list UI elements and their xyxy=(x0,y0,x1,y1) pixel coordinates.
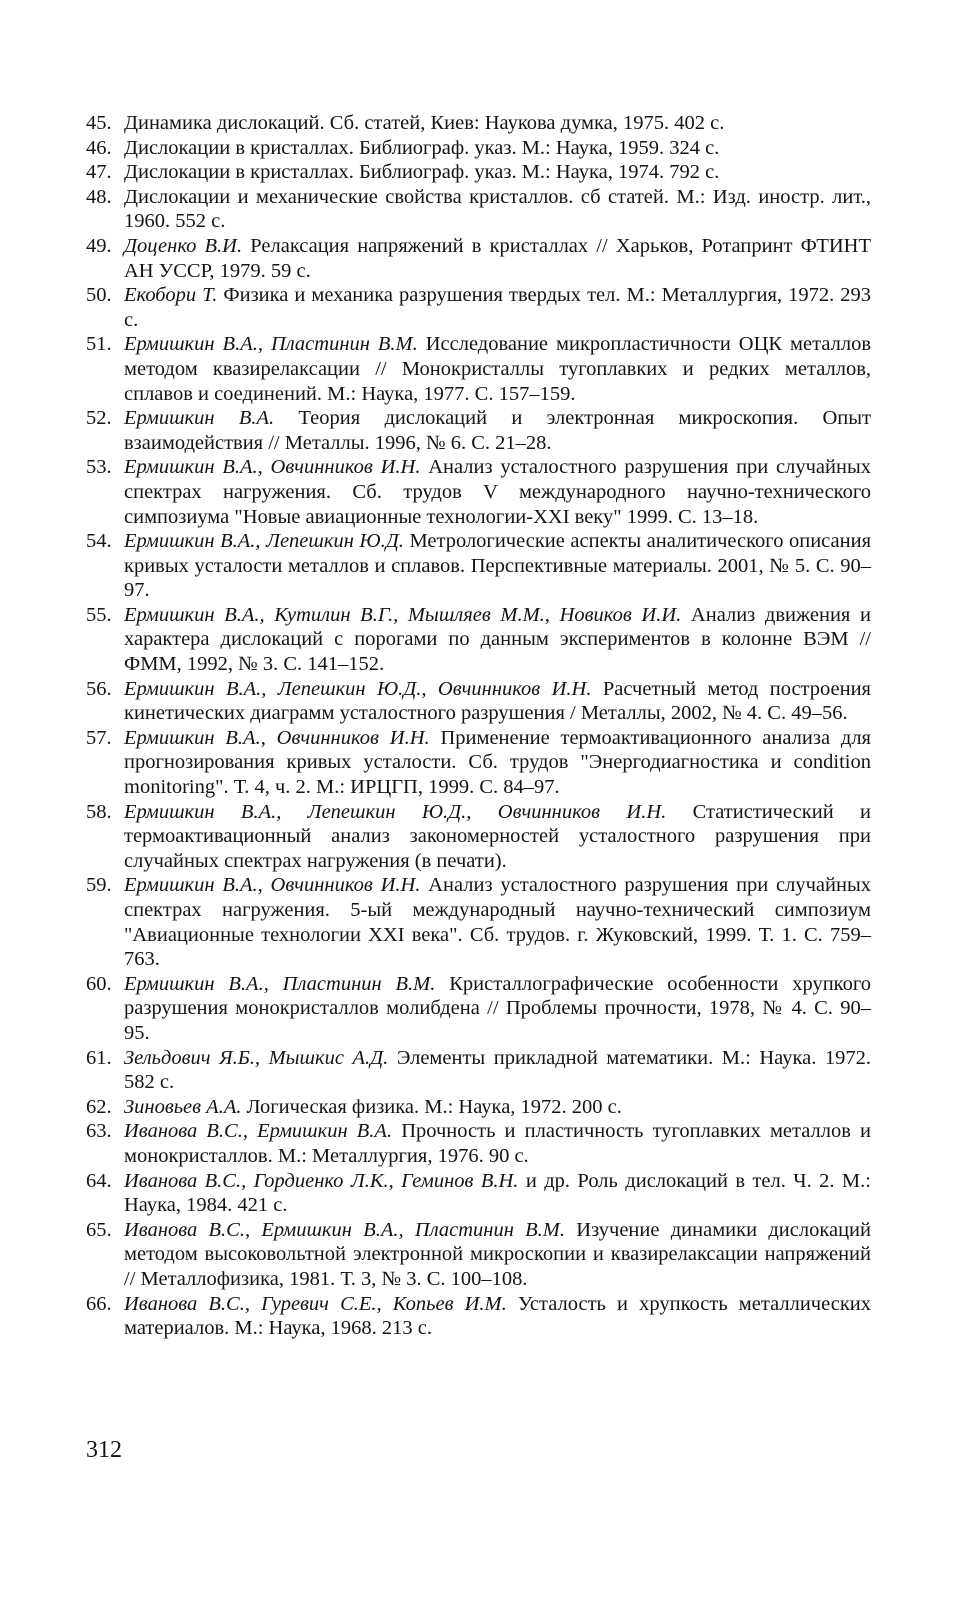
reference-text: Дислокации в кристаллах. Библиограф. указ. М.: Наука, 1959. 324 с. xyxy=(124,136,720,159)
reference-text: Анализ усталостного разрушения при случайных спектрах нагружения. Сб. трудов V международного научно-технического симпозиума "Новые авиационные технологии-XXI веку" 1999. С. 13–18. xyxy=(124,456,871,528)
reference-item xyxy=(86,873,871,971)
reference-authors: Ермишкин В.А., Лепешкин Ю.Д., Овчинников И.Н. xyxy=(124,800,667,823)
reference-item xyxy=(86,1218,871,1292)
reference-authors: Ермишкин В.А., Овчинников И.Н. xyxy=(124,726,430,749)
reference-authors: Ермишкин В.А., Овчинников И.Н. xyxy=(124,874,421,897)
reference-number: 48. xyxy=(86,185,112,208)
reference-number: 49. xyxy=(86,234,112,257)
reference-number: 46. xyxy=(86,136,112,159)
reference-number: 60. xyxy=(86,972,112,995)
reference-number: 63. xyxy=(86,1120,112,1143)
reference-authors: Иванова В.С., Гордиенко Л.К., Геминов В.Н. xyxy=(124,1169,519,1192)
reference-authors: Ермишкин В.А. xyxy=(124,407,275,430)
reference-number: 62. xyxy=(86,1095,112,1118)
reference-item xyxy=(86,603,871,677)
reference-text: Применение термоактивационного анализа для прогнозирования кривых усталости. Сб. трудов "Энергодиагностика и condition monitoring". Т. 4, ч. 2. М.: ИРЦГП, 1999. С. 84–97. xyxy=(124,726,871,799)
reference-number: 65. xyxy=(86,1218,112,1241)
reference-text: Логическая физика. М.: Наука, 1972. 200 с. xyxy=(241,1095,622,1118)
reference-item xyxy=(86,332,871,406)
reference-text: Теория дислокаций и электронная микроскопия. Опыт взаимодействия // Металлы. 1996, № 6. С. 21–28. xyxy=(124,407,871,454)
reference-number: 52. xyxy=(86,407,112,430)
reference-item xyxy=(86,677,871,726)
reference-text: Изучение динамики дислокаций методом высоковольтной электронной микроскопии и квазирелаксации напряжений // Металлофизика, 1981. Т. 3, № 3. С. 100–108. xyxy=(124,1218,871,1290)
reference-authors: Доценко В.И. xyxy=(124,234,243,257)
reference-authors: Ермишкин В.А., Пластинин В.М. xyxy=(124,972,436,995)
reference-text: Элементы прикладной математики. М.: Наука. 1972. 582 с. xyxy=(124,1046,871,1094)
reference-text: Анализ движения и характера дислокаций с порогами по данным экспериментов в колонне ВЭМ // ФММ, 1992, № 3. С. 141–152. xyxy=(124,603,871,676)
reference-text: Дислокации и механические свойства кристаллов. сб статей. М.: Изд. иностр. лит., 1960. 552 с. xyxy=(124,185,871,233)
reference-authors: Ермишкин В.А., Овчинников И.Н. xyxy=(124,456,421,479)
reference-number: 53. xyxy=(86,456,112,479)
reference-number: 58. xyxy=(86,800,112,823)
reference-authors: Ермишкин В.А., Пластинин В.М. xyxy=(124,333,418,356)
reference-item xyxy=(86,1169,871,1218)
reference-text: Физика и механика разрушения твердых тел. М.: Металлургия, 1972. 293 с. xyxy=(124,284,871,331)
reference-item xyxy=(86,160,871,185)
reference-number: 54. xyxy=(86,530,112,553)
reference-item xyxy=(86,972,871,1046)
reference-list xyxy=(86,111,871,1341)
reference-number: 45. xyxy=(86,112,112,134)
reference-text: Кристаллографические особенности хрупкого разрушения монокристаллов молибдена // Проблемы прочности, 1978, № 4. С. 90–95. xyxy=(124,972,871,1044)
reference-item xyxy=(86,136,871,161)
reference-item xyxy=(86,800,871,874)
reference-text: Расчетный метод построения кинетических диаграмм усталостного разрушения / Металлы, 2002, № 4. С. 49–56. xyxy=(124,677,871,725)
reference-text: Дислокации в кристаллах. Библиограф. указ. М.: Наука, 1974. 792 с. xyxy=(124,161,720,184)
reference-authors: Ермишкин В.А., Кутилин В.Г., Мышляев М.М., Новиков И.И. xyxy=(124,603,682,626)
reference-number: 47. xyxy=(86,161,112,184)
reference-authors: Екобори Т. xyxy=(124,284,218,307)
reference-number: 55. xyxy=(86,603,112,626)
reference-item xyxy=(86,283,871,332)
reference-item xyxy=(86,1119,871,1168)
reference-text: Исследование микропластичности ОЦК металлов методом квазирелаксации // Монокристаллы тугоплавких и редких металлов, сплавов и соединений. М.: Наука, 1977. С. 157–159. xyxy=(124,333,871,405)
reference-number: 61. xyxy=(86,1046,112,1069)
reference-text: Прочность и пластичность тугоплавких металлов и монокристаллов. М.: Металлургия, 1976. 90 с. xyxy=(124,1120,871,1167)
reference-item xyxy=(86,1292,871,1341)
reference-item xyxy=(86,111,871,136)
reference-item xyxy=(86,1095,871,1120)
reference-text: Релаксация напряжений в кристаллах // Харьков, Ротапринт ФТИНТ АН УССР, 1979. 59 с. xyxy=(124,234,871,282)
reference-text: Статистический и термоактивационный анализ закономерностей усталостного разрушения при случайных спектрах нагружения (в печати). xyxy=(124,800,871,872)
reference-item xyxy=(86,185,871,234)
reference-number: 50. xyxy=(86,284,112,307)
reference-authors: Зельдович Я.Б., Мышкис А.Д. xyxy=(124,1046,389,1069)
reference-text: Усталость и хрупкость металлических материалов. М.: Наука, 1968. 213 с. xyxy=(124,1292,872,1340)
reference-authors: Иванова В.С., Ермишкин В.А. xyxy=(124,1120,393,1143)
reference-authors: Иванова В.С., Ермишкин В.А., Пластинин В.М. xyxy=(124,1218,566,1241)
reference-number: 59. xyxy=(86,874,112,897)
reference-item xyxy=(86,406,871,455)
reference-number: 64. xyxy=(86,1169,112,1192)
reference-number: 66. xyxy=(86,1292,112,1315)
reference-text: и др. Роль дислокаций в тел. Ч. 2. М.: Наука, 1984. 421 с. xyxy=(124,1169,871,1217)
reference-number: 56. xyxy=(86,677,112,700)
reference-authors: Ермишкин В.А., Лепешкин Ю.Д. xyxy=(124,530,404,553)
reference-authors: Ермишкин В.А., Лепешкин Ю.Д., Овчинников И.Н. xyxy=(124,677,592,700)
reference-item xyxy=(86,726,871,800)
reference-text: Метрологические аспекты аналитического описания кривых усталости металлов и сплавов. Перспективные материалы. 2001, № 5. С. 90–97. xyxy=(124,530,871,602)
reference-text: Анализ усталостного разрушения при случайных спектрах нагружения. 5-ый международный научно-технический симпозиум "Авиационные технологии XXI века". Сб. трудов. г. Жуковский, 1999. Т. 1. С. 759–763. xyxy=(124,874,871,971)
reference-item xyxy=(86,234,871,283)
reference-text: Динамика дислокаций. Сб. статей, Киев: Наукова думка, 1975. 402 с. xyxy=(124,112,725,134)
reference-item xyxy=(86,455,871,529)
reference-number: 57. xyxy=(86,726,112,749)
reference-item xyxy=(86,529,871,603)
reference-authors: Иванова В.С., Гуревич С.Е., Копьев И.М. xyxy=(124,1292,507,1315)
reference-item xyxy=(86,1046,871,1095)
page-number: 312 xyxy=(86,1437,122,1463)
reference-number: 51. xyxy=(86,333,112,356)
reference-authors: Зиновьев А.А. xyxy=(124,1095,242,1118)
